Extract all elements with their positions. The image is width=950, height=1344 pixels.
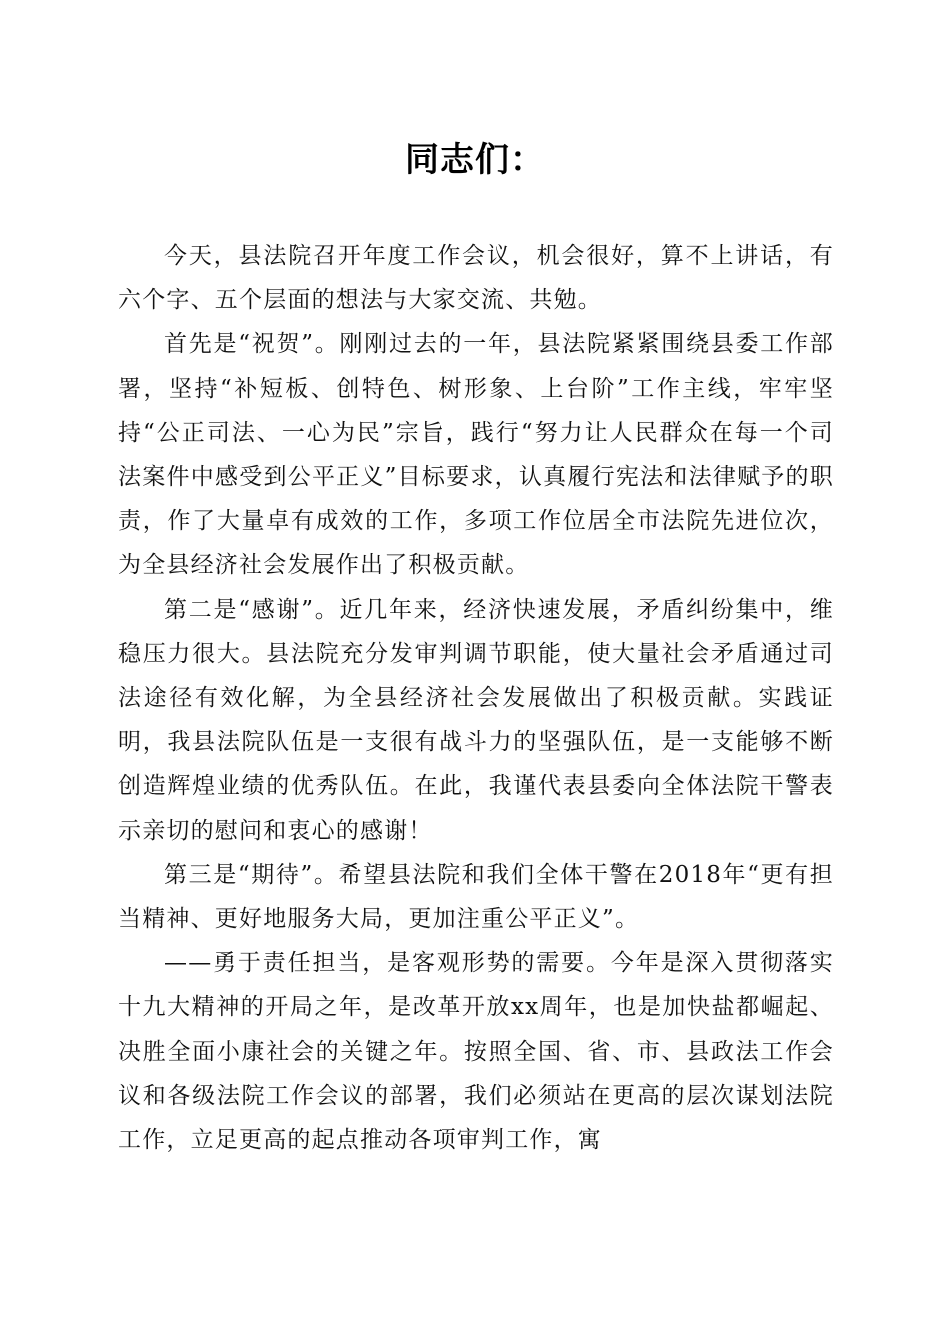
paragraph-opening: 今天，县法院召开年度工作会议，机会很好，算不上讲话，有六个字、五个层面的想法与大家交流、共勉。	[118, 243, 834, 314]
document-body	[118, 234, 834, 1162]
paragraph-responsibility: ——勇于责任担当，是客观形势的需要。今年是深入贯彻落实十九大精神的开局之年，是改革开放xx周年，也是加快盐都崛起、决胜全面小康社会的关键之年。按照全国、省、市、县政法工作会议和各级法院工作会议的部署，我们必须站在更高的层次谋划法院工作，立足更高的起点推动各项审判工作，寓	[118, 950, 834, 1154]
paragraph-expectations: 第三是“期待”。希望县法院和我们全体干警在2018年“更有担当精神、更好地服务大局，更加注重公平正义”。	[118, 861, 834, 933]
paragraph-thanks: 第二是“感谢”。近几年来，经济快速发展，矛盾纠纷集中，维稳压力很大。县法院充分发审判调节职能，使大量社会矛盾通过司法途径有效化解，为全县经济社会发展做出了积极贡献。实践证明，我县法院队伍是一支很有战斗力的坚强队伍，是一支能够不断创造辉煌业绩的优秀队伍。在此，我谨代表县委向全体法院干警表示亲切的慰问和衷心的感谢！	[118, 596, 834, 844]
page-title: 同志们：	[405, 140, 545, 180]
paragraph-congratulations: 首先是“祝贺”。刚刚过去的一年，县法院紧紧围绕县委工作部署，坚持“补短板、创特色、树形象、上台阶”工作主线，牢牢坚持“公正司法、一心为民”宗旨，践行“努力让人民群众在每一个司法案件中感受到公平正义”目标要求，认真履行宪法和法律赋予的职责，作了大量卓有成效的工作，多项工作位居全市法院先进位次，为全县经济社会发展作出了积极贡献。	[118, 331, 834, 579]
